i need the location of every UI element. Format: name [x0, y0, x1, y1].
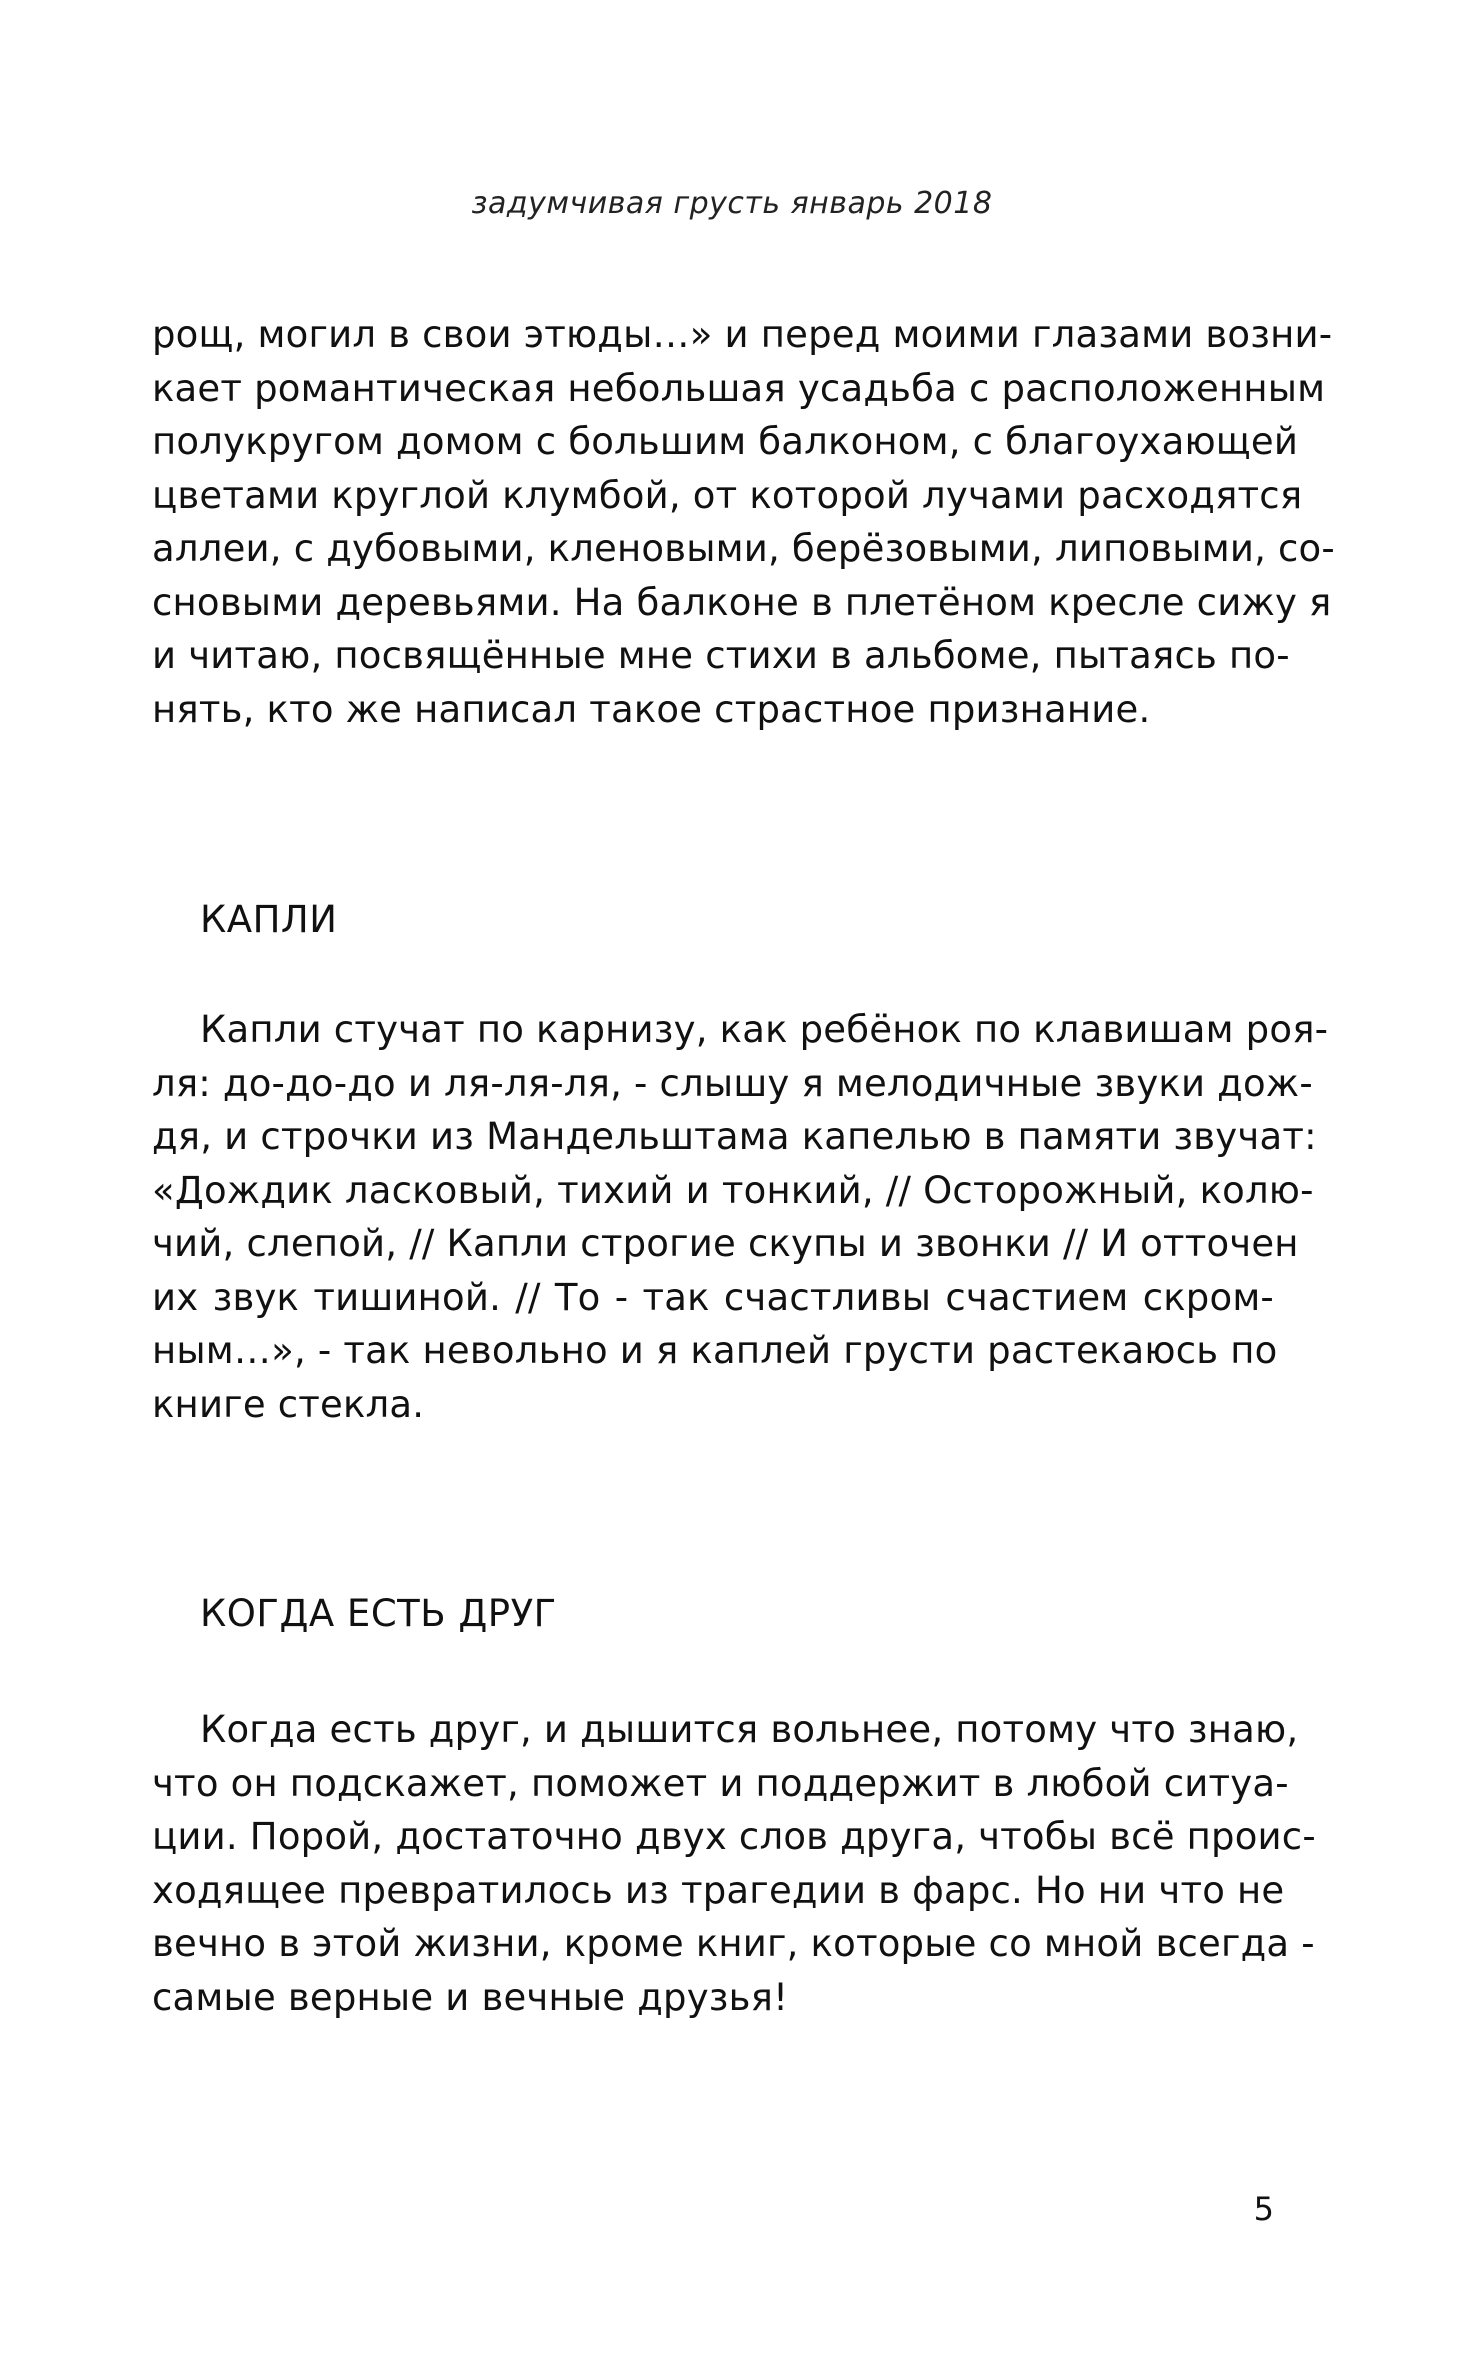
text-line: полукругом домом с большим балконом, с благоухающей	[152, 420, 1299, 463]
text-line: Капли стучат по карнизу, как ребёнок по клавишам роя-	[200, 1008, 1329, 1051]
text-line: чий, слепой, // Капли строгие скупы и звонки // И отточен	[152, 1222, 1299, 1265]
continuation-paragraph	[152, 308, 1335, 736]
text-line: что он подскажет, поможет и поддержит в любой ситуа-	[152, 1761, 1289, 1805]
text-line: книге стекла.	[152, 1382, 425, 1426]
section-paragraph-kogda-est-drug	[152, 1703, 1316, 2024]
text-line: ходящее превратилось из трагедии в фарс. Но ни что не	[152, 1868, 1285, 1912]
section-title-kapli: КАПЛИ	[200, 898, 338, 941]
text-line: ля: до-до-до и ля-ля-ля, - слышу я мелодичные звуки дож-	[152, 1061, 1313, 1105]
text-line: ции. Порой, достаточно двух слов друга, чтобы всё проис-	[152, 1815, 1316, 1858]
text-line: аллеи, с дубовыми, кленовыми, берёзовыми, липовыми, со-	[152, 527, 1335, 570]
text-line: Когда есть друг, и дышится вольнее, потому что знаю,	[200, 1708, 1299, 1751]
text-line: «Дождик ласковый, тихий и тонкий, // Осторожный, колю-	[152, 1168, 1314, 1212]
text-line: кает романтическая небольшая усадьба с расположенным	[152, 366, 1326, 410]
text-line: дя, и строчки из Мандельштама капелью в памяти звучат:	[152, 1115, 1317, 1158]
text-line: рощ, могил в свои этюды…» и перед моими глазами возни-	[152, 313, 1333, 356]
text-line: самые верные и вечные друзья!	[152, 1975, 789, 2019]
text-line: ным…», - так невольно и я каплей грусти растекаюсь по	[152, 1329, 1278, 1372]
page-number: 5	[1253, 2190, 1274, 2228]
text-line: их звук тишиной. // То - так счастливы счастием скром-	[152, 1275, 1274, 1319]
running-head-title: задумчивая грусть январь 2018	[471, 186, 993, 221]
text-line: вечно в этой жизни, кроме книг, которые со мной всегда -	[152, 1922, 1315, 1965]
text-line: и читаю, посвящённые мне стихи в альбоме, пытаясь по-	[152, 634, 1290, 677]
section-title-kogda-est-drug: КОГДА ЕСТЬ ДРУГ	[200, 1592, 557, 1635]
text-line: цветами круглой клумбой, от которой лучами расходятся	[152, 473, 1303, 517]
section-paragraph-kapli	[152, 1003, 1329, 1431]
text-line: сновыми деревьями. На балконе в плетёном кресле сижу я	[152, 580, 1332, 624]
text-line: нять, кто же написал такое страстное признание.	[152, 687, 1151, 731]
